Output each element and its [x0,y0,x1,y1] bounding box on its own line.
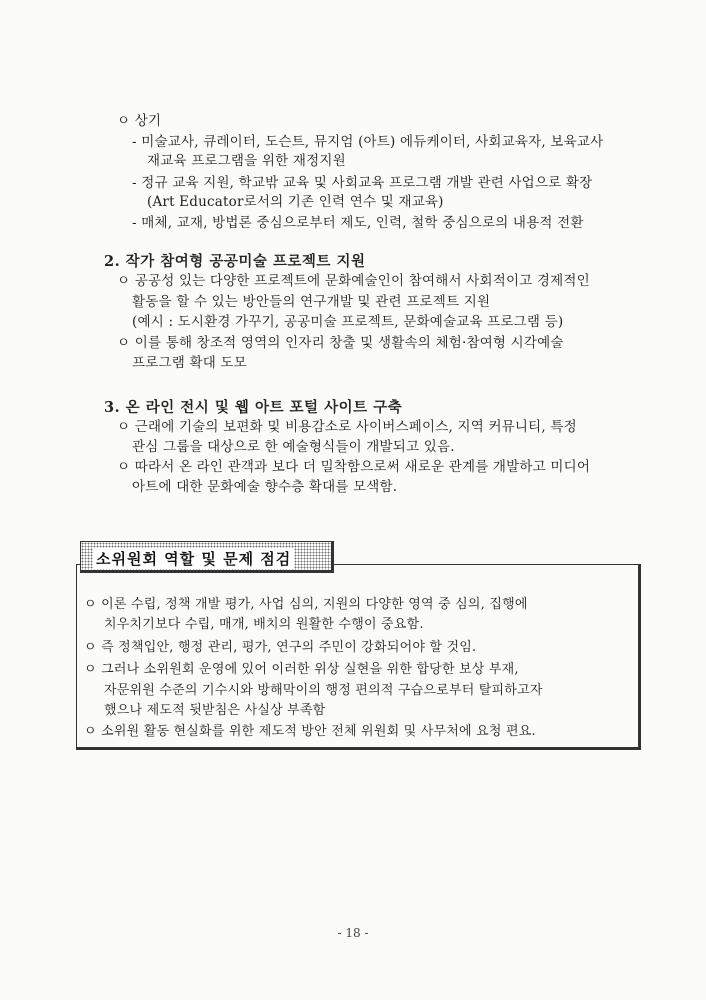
subcommittee-line: ㅇ 소위원 활동 현실화를 위한 제도적 방안 전체 위원회 및 사무처에 요청 편요. [84,724,536,739]
subcommittee-line: 자문위원 수준의 기수시와 방해막이의 행정 편의적 구습으로부터 탈피하고자 [104,683,543,698]
subcommittee-line: 했으나 제도적 뒷받침은 사실상 부족함 [104,703,326,718]
intro-item: - 매체, 교재, 방법론 중심으로부터 제도, 인력, 철학 중심으로의 내용적 전환 [132,215,584,231]
section2-line: 프로그램 확대 도모 [132,355,247,371]
intro-item: (Art Educator로서의 기존 인력 연수 및 재교육) [147,194,444,210]
page-number: - 18 - [337,926,369,940]
section3-line: ㅇ 근래에 기술의 보편화 및 비용감소로 사이버스페이스, 지역 커뮤니티, 특정 [117,419,577,435]
section2-line: (예시 : 도시환경 가꾸기, 공공미술 프로젝트, 문화예술교육 프로그램 등) [132,314,564,330]
subcommittee-line: ㅇ 그러나 소위원회 운영에 있어 이러한 위상 실현을 위한 합당한 보상 부재, [84,662,519,677]
section3-heading: 3. 온 라인 전시 및 웹 아트 포털 사이트 구축 [104,399,403,416]
intro-item: - 정규 교육 지원, 학교밖 교육 및 사회교육 프로그램 개발 관련 사업으로 확장 [132,175,593,191]
subcommittee-line: ㅇ 이론 수립, 정책 개발 평가, 사업 심의, 지원의 다양한 영역 중 심의, 집행에 [84,597,528,612]
intro-item: 재교육 프로그램을 위한 재정지원 [147,153,346,169]
section2-heading: 2. 작가 참여형 공공미술 프로젝트 지원 [104,253,366,270]
subcommittee-title-text: 소위원회 역할 및 문제 점검 [93,548,294,569]
subcommittee-line: 치우치기보다 수립, 매개, 배치의 원활한 수행이 중요함. [104,617,424,632]
section2-line: ㅇ 이를 통해 창조적 영역의 인자리 창출 및 생활속의 체험·참여형 시각예술 [117,335,564,351]
subcommittee-line: ㅇ 즉 정책입안, 행정 관리, 평가, 연구의 주민이 강화되어야 할 것임. [84,640,477,655]
section3-line: 아트에 대한 문화예술 향수층 확대를 모색함. [132,479,398,495]
intro-item: - 미술교사, 큐레이터, 도슨트, 뮤지엄 (아트) 에듀케이터, 사회교육자, 보육교사 [132,134,604,150]
section2-line: 활동을 할 수 있는 방안들의 연구개발 및 관련 프로젝트 지원 [132,294,491,310]
section2-line: ㅇ 공공성 있는 다양한 프로젝트에 문화예술인이 참여해서 사회적이고 경제적인 [117,273,590,289]
section3-line: 관심 그룹을 대상으로 한 예술형식들이 개발되고 있음. [132,439,455,455]
section3-line: ㅇ 따라서 온 라인 관객과 보다 더 밀착함으로써 새로운 관계를 개발하고 미디어 [117,459,591,475]
intro-bullet-title: ㅇ 상기 [117,113,162,129]
subcommittee-box-title [80,541,334,573]
